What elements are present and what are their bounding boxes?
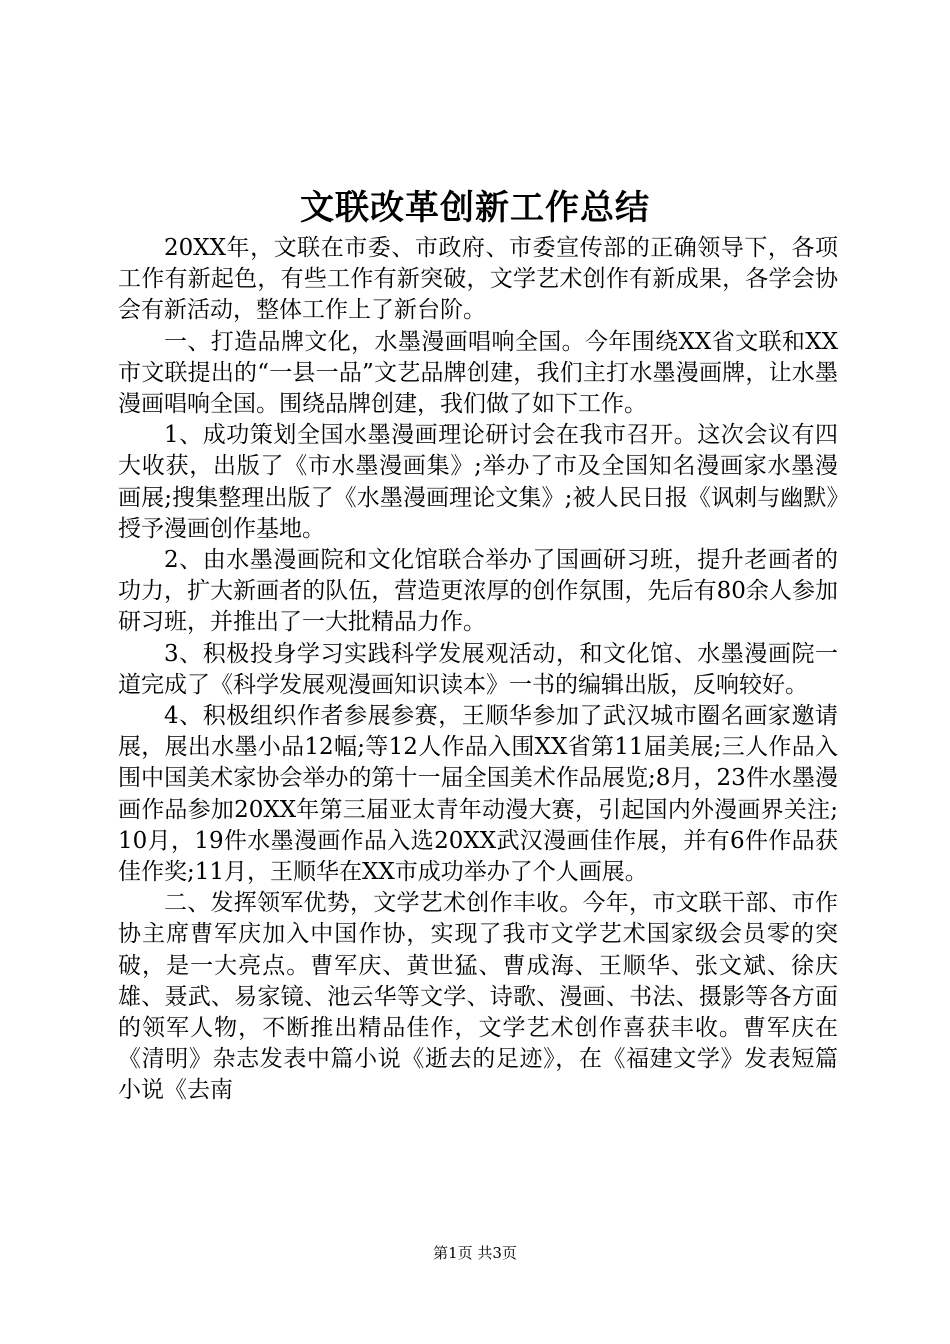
page-footer: 第1页 共3页 [433,1244,517,1262]
paragraph-item-2: 2、由水墨漫画院和文化馆联合举办了国画研习班，提升老画者的功力，扩大新画者的队伍，营造更浓厚的创作氛围，先后有80余人参加研习班，并推出了一大批精品力作。 [118,547,838,636]
paragraph-item-4: 4、积极组织作者参展参赛，王顺华参加了武汉城市圈名画家邀请展，展出水墨小品12幅;等12人作品入围XX省第11届美展;三人作品入围中国美术家协会举办的第十一届全国美术作品展览;8月，23件水墨漫画作品参加20XX年第三届亚太青年动漫大赛，引起国内外漫画界关注;10月，19件水墨漫画作品入选20XX武汉漫画佳作展，并有6件作品获佳作奖;11月，王顺华在XX市成功举办了个人画展。 [118,703,838,886]
paragraph-section-2: 二、发挥领军优势，文学艺术创作丰收。今年，市文联干部、市作协主席曹军庆加入中国作协，实现了我市文学艺术国家级会员零的突破，是一大亮点。曹军庆、黄世猛、曹成海、王顺华、张文斌、徐庆雄、聂武、易家镜、池云华等文学、诗歌、漫画、书法、摄影等各方面的领军人物，不断推出精品佳作，文学艺术创作喜获丰收。曹军庆在《清明》杂志发表中篇小说《逝去的足迹》，在《福建文学》发表短篇小说《去南 [118,890,838,1104]
document-body [118,233,838,1107]
paragraph-section-1: 一、打造品牌文化，水墨漫画唱响全国。今年围绕XX省文联和XX市文联提出的“一县一品”文艺品牌创建，我们主打水墨漫画牌，让水墨漫画唱响全国。围绕品牌创建，我们做了如下工作。 [118,328,838,418]
paragraph-item-1: 1、成功策划全国水墨漫画理论研讨会在我市召开。这次会议有四大收获，出版了《市水墨漫画集》;举办了市及全国知名漫画家水墨漫画展;搜集整理出版了《水墨漫画理论文集》;被人民日报《讽刺与幽默》授予漫画创作基地。 [118,422,838,542]
paragraph-intro: 20XX年，文联在市委、市政府、市委宣传部的正确领导下，各项工作有新起色，有些工作有新突破，文学艺术创作有新成果，各学会协会有新活动，整体工作上了新台阶。 [118,235,838,324]
paragraph-item-3: 3、积极投身学习实践科学发展观活动，和文化馆、水墨漫画院一道完成了《科学发展观漫画知识读本》一书的编辑出版，反响较好。 [118,640,838,698]
document-title: 文联改革创新工作总结 [300,188,650,228]
